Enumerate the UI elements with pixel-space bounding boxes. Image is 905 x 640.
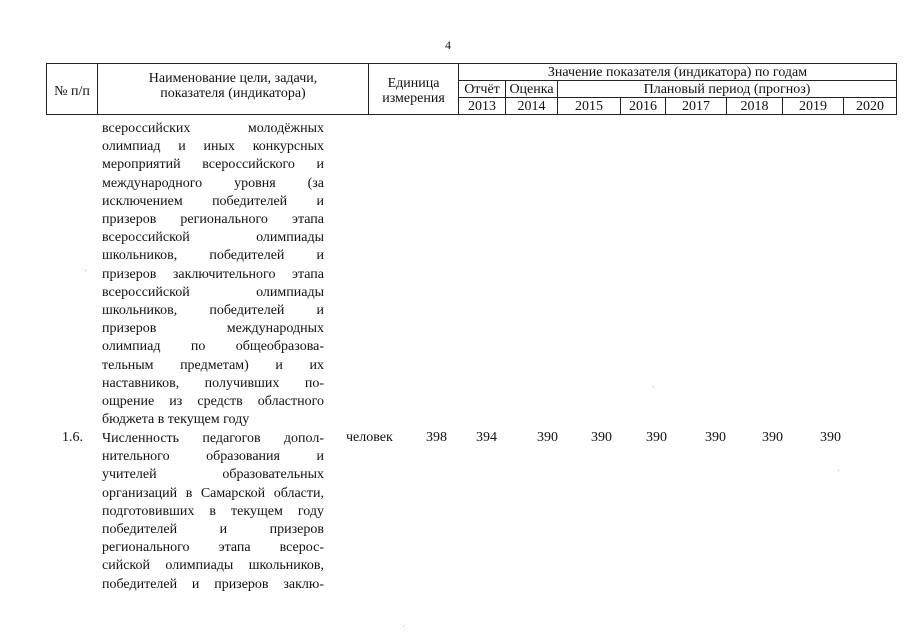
header-year-2013: 2013	[459, 98, 506, 115]
text-line: Численность педагогов допол-	[102, 431, 324, 446]
text-line: организаций в Самарской области,	[102, 485, 324, 501]
header-year-2015: 2015	[558, 98, 621, 115]
text-line: призеров международных	[102, 321, 324, 337]
text-line: призеров регионального этапа	[102, 212, 324, 228]
header-name-cell	[98, 64, 369, 115]
value-2019: 390	[762, 430, 783, 445]
text-line: тельным предметам) и их	[102, 357, 324, 373]
header-year-2019: 2019	[783, 98, 844, 115]
text-line: ощрение из средств областного	[102, 394, 324, 410]
header-report-label: Отчёт	[459, 81, 506, 98]
text-line: мероприятий всероссийского и	[102, 157, 324, 173]
text-line: школьников, победителей и	[102, 248, 324, 264]
text-line: учителей образовательных	[102, 467, 324, 483]
page-number: 4	[445, 38, 451, 52]
text-line: наставников, получивших по-	[102, 375, 324, 391]
header-name-label: Наименование цели, задачи, показателя (индикатора)	[148, 71, 318, 101]
scan-speck	[653, 386, 654, 387]
value-2020: 390	[820, 430, 841, 445]
text-line: всероссийской олимпиады	[102, 284, 324, 300]
header-planning-label: Плановый период (прогноз)	[558, 81, 897, 98]
value-2017: 390	[646, 430, 667, 445]
header-year-2020: 2020	[844, 98, 897, 115]
value-2015: 390	[537, 430, 558, 445]
scan-speck	[85, 270, 86, 271]
table-header	[46, 63, 897, 115]
text-line: олимпиад по общеобразова-	[102, 339, 324, 355]
header-unit-label: Единица измерения	[382, 76, 445, 106]
value-2018: 390	[705, 430, 726, 445]
header-year-2016: 2016	[621, 98, 666, 115]
text-line: всероссийской олимпиады	[102, 230, 324, 246]
header-values-group: Значение показателя (индикатора) по годам	[459, 64, 897, 81]
text-line: регионального этапа всерос-	[102, 540, 324, 556]
text-line: победителей и призеров заклю-	[102, 576, 324, 592]
text-line: исключением победителей и	[102, 193, 324, 209]
text-line: сийской олимпиады школьников,	[102, 558, 324, 574]
row-1-6-unit: человек	[346, 430, 393, 445]
header-year-2017: 2017	[666, 98, 727, 115]
text-line: нительного образования и	[102, 449, 324, 465]
header-number-cell	[47, 64, 98, 115]
value-2016: 390	[591, 430, 612, 445]
header-estimate-label: Оценка	[506, 81, 558, 98]
text-line: школьников, победителей и	[102, 303, 324, 319]
value-2013: 398	[426, 430, 447, 445]
row-1-6-name	[102, 430, 324, 594]
header-unit-cell	[369, 64, 459, 115]
header-year-2014: 2014	[506, 98, 558, 115]
text-line: международного уровня (за	[102, 175, 324, 191]
continuation-text	[102, 120, 324, 429]
header-year-2018: 2018	[727, 98, 783, 115]
text-line: подготовивших в текущем году	[102, 503, 324, 519]
scan-speck	[838, 470, 839, 471]
text-line: бюджета в текущем году	[102, 412, 250, 428]
text-line: победителей и призеров	[102, 522, 324, 538]
header-number-label: № п/п	[54, 83, 90, 99]
text-line: олимпиад и иных конкурсных	[102, 139, 324, 155]
text-line: призеров заключительного этапа	[102, 266, 324, 282]
value-2014: 394	[476, 430, 497, 445]
scan-speck	[403, 626, 404, 627]
row-number: 1.6.	[62, 430, 83, 445]
text-line: всероссийских молодёжных	[102, 121, 324, 136]
